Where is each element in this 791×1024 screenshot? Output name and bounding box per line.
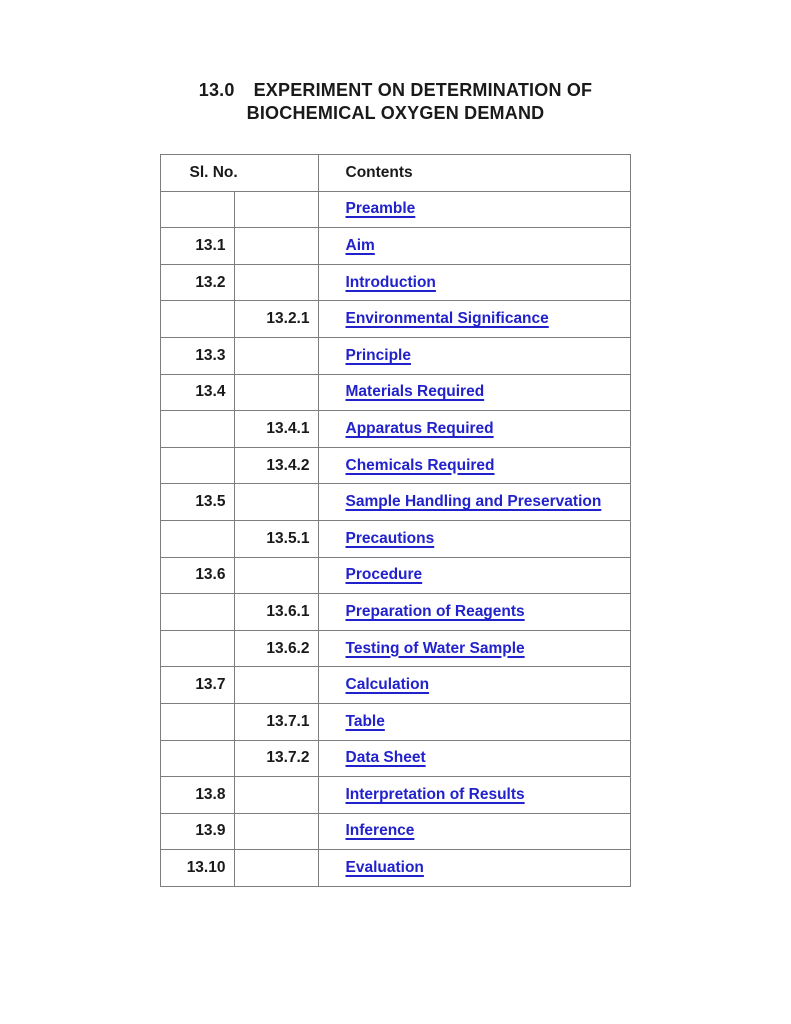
page-title <box>0 79 791 125</box>
sl-no-cell <box>161 447 235 484</box>
content-link[interactable]: Procedure <box>345 566 423 584</box>
title-text-line-1: EXPERIMENT ON DETERMINATION OF <box>253 80 593 100</box>
content-link[interactable]: Precautions <box>345 529 435 547</box>
sl-no-cell <box>161 594 235 631</box>
toc-table-row <box>161 411 630 448</box>
title-text-line-2: BIOCHEMICAL OXYGEN DEMAND <box>246 103 545 123</box>
sub-no-cell <box>235 337 318 374</box>
sub-no-cell: 13.4.1 <box>235 411 318 448</box>
toc-table-row <box>161 594 630 631</box>
sl-no-cell <box>161 630 235 667</box>
sl-no-cell <box>161 301 235 338</box>
contents-cell <box>318 594 630 631</box>
content-link[interactable]: Aim <box>345 236 375 254</box>
sl-no-cell <box>161 740 235 777</box>
toc-table-row <box>161 337 630 374</box>
sub-no-cell: 13.6.2 <box>235 630 318 667</box>
toc-table-row <box>161 484 630 521</box>
header-sl-no: Sl. No. <box>161 155 318 192</box>
content-link[interactable]: Chemicals Required <box>345 456 495 474</box>
sub-no-cell <box>235 264 318 301</box>
sl-no-cell: 13.6 <box>161 557 235 594</box>
contents-cell <box>318 484 630 521</box>
contents-cell <box>318 520 630 557</box>
toc-table-row <box>161 813 630 850</box>
contents-cell <box>318 740 630 777</box>
content-link[interactable]: Calculation <box>345 676 430 694</box>
sl-no-cell: 13.3 <box>161 337 235 374</box>
contents-cell <box>318 301 630 338</box>
sl-no-cell: 13.1 <box>161 228 235 265</box>
sub-no-cell <box>235 191 318 228</box>
sl-no-cell: 13.8 <box>161 777 235 814</box>
contents-cell <box>318 813 630 850</box>
sl-no-cell <box>161 520 235 557</box>
toc-table-row <box>161 777 630 814</box>
contents-cell <box>318 411 630 448</box>
content-link[interactable]: Sample Handling and Preservation <box>345 493 602 511</box>
contents-cell <box>318 703 630 740</box>
content-link[interactable]: Data Sheet <box>345 749 426 767</box>
content-link[interactable]: Testing of Water Sample <box>345 639 525 657</box>
sub-no-cell: 13.6.1 <box>235 594 318 631</box>
content-link[interactable]: Apparatus Required <box>345 419 494 437</box>
content-link[interactable]: Evaluation <box>345 859 424 877</box>
sub-no-cell <box>235 228 318 265</box>
sl-no-cell <box>161 703 235 740</box>
content-link[interactable]: Materials Required <box>345 383 485 401</box>
toc-table <box>160 154 630 887</box>
contents-cell <box>318 557 630 594</box>
sub-no-cell <box>235 374 318 411</box>
sl-no-cell: 13.10 <box>161 850 235 887</box>
contents-cell <box>318 850 630 887</box>
content-link[interactable]: Preamble <box>345 200 416 218</box>
sl-no-cell: 13.2 <box>161 264 235 301</box>
sub-no-cell <box>235 484 318 521</box>
sl-no-cell: 13.5 <box>161 484 235 521</box>
content-link[interactable]: Table <box>345 712 385 730</box>
sub-no-cell <box>235 850 318 887</box>
content-link[interactable]: Environmental Significance <box>345 310 549 328</box>
sub-no-cell <box>235 557 318 594</box>
title-line-1 <box>0 79 791 102</box>
toc-table-row <box>161 740 630 777</box>
sub-no-cell: 13.5.1 <box>235 520 318 557</box>
sl-no-cell <box>161 411 235 448</box>
toc-table-row <box>161 301 630 338</box>
sub-no-cell: 13.4.2 <box>235 447 318 484</box>
sub-no-cell: 13.7.1 <box>235 703 318 740</box>
sl-no-cell <box>161 191 235 228</box>
toc-table-row <box>161 520 630 557</box>
content-link[interactable]: Preparation of Reagents <box>345 602 525 620</box>
toc-table-row <box>161 191 630 228</box>
sub-no-cell <box>235 777 318 814</box>
contents-cell <box>318 264 630 301</box>
contents-cell <box>318 777 630 814</box>
toc-table-row <box>161 667 630 704</box>
contents-cell <box>318 667 630 704</box>
toc-table-row <box>161 630 630 667</box>
contents-cell <box>318 447 630 484</box>
content-link[interactable]: Interpretation of Results <box>345 785 525 803</box>
header-contents: Contents <box>318 155 630 192</box>
toc-header-row <box>161 155 630 192</box>
toc-table-row <box>161 228 630 265</box>
toc-table-row <box>161 557 630 594</box>
toc-table-row <box>161 850 630 887</box>
contents-cell <box>318 630 630 667</box>
content-link[interactable]: Principle <box>345 346 411 364</box>
sl-no-cell: 13.7 <box>161 667 235 704</box>
contents-cell <box>318 337 630 374</box>
sub-no-cell <box>235 667 318 704</box>
toc-table-row <box>161 447 630 484</box>
sub-no-cell: 13.7.2 <box>235 740 318 777</box>
toc-table-row <box>161 264 630 301</box>
contents-cell <box>318 191 630 228</box>
toc-table-body <box>161 191 630 886</box>
content-link[interactable]: Introduction <box>345 273 436 291</box>
sl-no-cell: 13.9 <box>161 813 235 850</box>
sub-no-cell <box>235 813 318 850</box>
toc-table-row <box>161 374 630 411</box>
toc-table-row <box>161 703 630 740</box>
title-section-number: 13.0 <box>198 80 235 100</box>
sl-no-cell: 13.4 <box>161 374 235 411</box>
contents-cell <box>318 228 630 265</box>
sub-no-cell: 13.2.1 <box>235 301 318 338</box>
content-link[interactable]: Inference <box>345 822 415 840</box>
contents-cell <box>318 374 630 411</box>
